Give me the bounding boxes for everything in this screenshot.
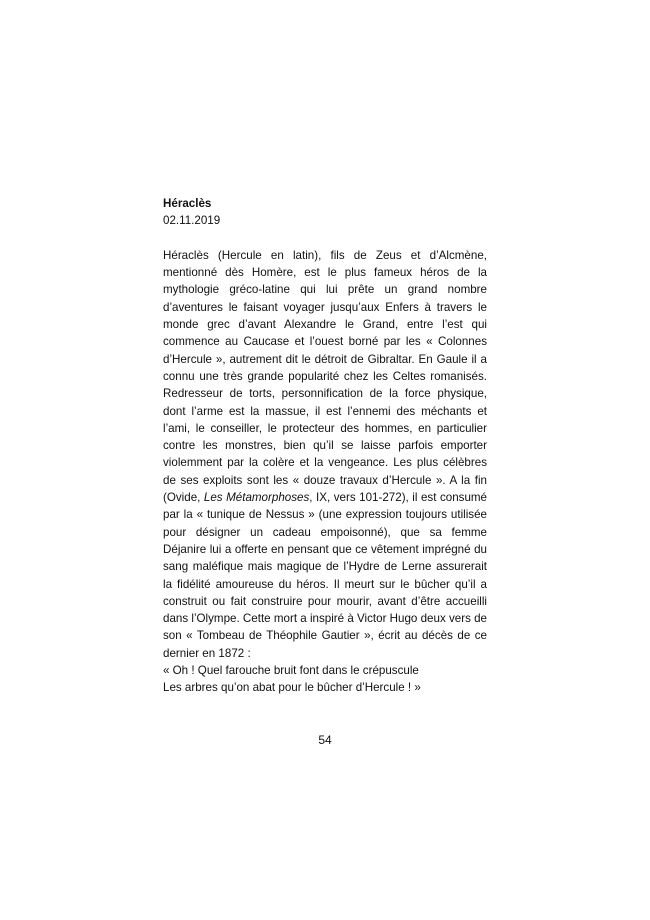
article-date: 02.11.2019 xyxy=(163,214,221,228)
poem-quote-line-2: Les arbres qu’on abat pour le bûcher d’Hercule ! » xyxy=(163,681,421,695)
article-body-part1: Héraclès (Hercule en latin), fils de Zeus et d’Alcmène, mentionné dès Homère, est le plus fameux héros de la mythologie gréco-latine qui lui prête un grand nombre d’aventures le faisant voyager jusqu’aux Enfers à travers le monde grec d’avant Alexandre le Grand, entre l’est qui commence au Caucase et l’ouest borné par les « Colonnes d’Hercule », autrement dit le détroit de Gibraltar. En Gaule il a connu une très grande popularité chez les Celtes romanisés. Redresseur de torts, personnification de la force physique, dont l’arme est la massue, il est l’ennemi des méchants et l’ami, le conseiller, le protecteur des hommes, en particulier contre les monstres, bien qu’il se laisse parfois emporter violemment par la colère et la vengeance. Les plus célèbres de ses exploits sont les « douze travaux d’Hercule ». A la fin (Ovide, xyxy=(163,248,487,505)
article-body-italic-title: Les Métamorphoses xyxy=(203,491,310,505)
article-body xyxy=(163,247,487,662)
article xyxy=(163,195,487,697)
article-body-part2: , IX, vers 101-272), il est consumé par la « tunique de Nessus » (une expression toujours utilisée pour désigner un cadeau empoisonné), que sa femme Déjanire lui a offerte en pensant que ce vêtement imprégné du sang maléfique mais magique de l’Hydre de Lerne assurerait la fidélité amoureuse du héros. Il meurt sur le bûcher qu’il a construit ou fait construire pour mourir, avant d’être accueilli dans l’Olympe. Cette mort a inspiré à Victor Hugo deux vers de son « Tombeau de Théophile Gautier », écrit au décès de ce dernier en 1872 : xyxy=(163,491,488,660)
article-title: Héraclès xyxy=(163,197,212,210)
page-number: 54 xyxy=(318,733,332,747)
poem-quote-line-1: « Oh ! Quel farouche bruit font dans le crépuscule xyxy=(163,664,419,678)
